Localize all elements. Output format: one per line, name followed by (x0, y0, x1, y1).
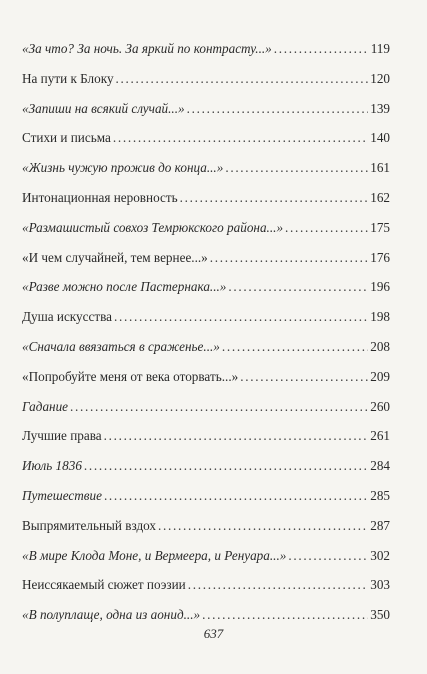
toc-dot-leader (188, 577, 369, 593)
toc-entry-title: Выпрямительный вздох (22, 517, 157, 533)
toc-entry-page-number: 284 (370, 458, 390, 474)
toc-entry-title: «И чем случайней, тем вернее...» (22, 249, 208, 265)
toc-dot-leader (222, 339, 368, 355)
toc-entry (22, 220, 390, 250)
toc-entry (22, 339, 390, 369)
toc-entry-page-number: 120 (370, 70, 390, 86)
toc-entry-title: Интонационная неровность (22, 189, 178, 205)
toc-entry (22, 548, 390, 578)
toc-entry (22, 309, 390, 339)
toc-entry-page-number: 176 (370, 249, 390, 265)
toc-dot-leader (202, 607, 368, 623)
toc-entry-page-number: 198 (370, 309, 390, 325)
toc-entry-title: «В полуплаще, одна из аонид...» (22, 607, 201, 623)
toc-entry (22, 279, 390, 309)
toc-dot-leader (210, 250, 368, 266)
toc-dot-leader (104, 428, 369, 444)
toc-entry (22, 190, 390, 220)
table-of-contents (22, 41, 390, 637)
toc-dot-leader (228, 279, 368, 295)
toc-entry-title: «В мире Клода Моне, и Вермеера, и Ренуара...» (22, 547, 287, 563)
toc-entry-page-number: 261 (370, 428, 390, 444)
toc-dot-leader (187, 101, 369, 117)
toc-dot-leader (274, 41, 369, 57)
toc-entry (22, 577, 390, 607)
toc-dot-leader (113, 130, 368, 146)
toc-entry (22, 518, 390, 548)
toc-entry (22, 428, 390, 458)
toc-entry-title: «Запиши на всякий случай...» (22, 100, 185, 116)
toc-entry-page-number: 260 (370, 398, 390, 414)
toc-dot-leader (158, 518, 368, 534)
toc-entry-title: Душа искусства (22, 309, 112, 325)
toc-entry (22, 399, 390, 429)
toc-dot-leader (180, 190, 369, 206)
toc-dot-leader (104, 488, 368, 504)
toc-entry-page-number: 140 (370, 130, 390, 146)
toc-entry-page-number: 208 (370, 338, 390, 354)
toc-entry (22, 458, 390, 488)
toc-entry (22, 41, 390, 71)
toc-entry-page-number: 285 (370, 487, 390, 503)
toc-entry (22, 250, 390, 280)
toc-entry-title: «Размашистый совхоз Темрюкского района...» (22, 219, 284, 235)
toc-entry-page-number: 303 (370, 577, 390, 593)
toc-entry (22, 71, 390, 101)
toc-entry-page-number: 209 (370, 368, 390, 384)
toc-entry-title: На пути к Блоку (22, 70, 114, 86)
toc-dot-leader (225, 160, 368, 176)
toc-entry-title: Стихи и письма (22, 130, 111, 146)
toc-entry-title: «Попробуйте меня от века оторвать...» (22, 368, 239, 384)
toc-entry-title: Лучшие права (22, 428, 102, 444)
toc-dot-leader (240, 369, 368, 385)
toc-entry-title: «За что? За ночь. За яркий по контрасту...» (22, 41, 272, 56)
toc-dot-leader (288, 548, 368, 564)
toc-entry-page-number: 119 (370, 41, 390, 56)
toc-entry-page-number: 302 (370, 547, 390, 563)
toc-entry (22, 101, 390, 131)
toc-entry (22, 130, 390, 160)
page-number: 637 (203, 626, 224, 641)
toc-entry (22, 160, 390, 190)
toc-entry-title: Гадание (22, 398, 69, 414)
toc-entry-title: Июль 1836 (22, 458, 82, 474)
toc-entry-title: Путешествие (22, 487, 102, 503)
toc-entry-title: Неиссякаемый сюжет поэзии (22, 577, 186, 593)
toc-dot-leader (114, 309, 368, 325)
toc-entry-title: «Разве можно после Пастернака...» (22, 279, 227, 295)
toc-entry-page-number: 161 (370, 160, 390, 176)
toc-dot-leader (84, 458, 368, 474)
toc-dot-leader (285, 220, 368, 236)
toc-entry-title: «Жизнь чужую прожив до конца...» (22, 160, 224, 176)
toc-entry-page-number: 196 (370, 279, 390, 295)
toc-dot-leader (70, 399, 368, 415)
toc-entry (22, 369, 390, 399)
toc-entry-page-number: 162 (370, 189, 390, 205)
toc-entry (22, 488, 390, 518)
toc-dot-leader (116, 71, 369, 87)
toc-entry-page-number: 350 (370, 607, 390, 623)
toc-entry-page-number: 175 (370, 219, 390, 235)
toc-entry-title: «Сначала ввязаться в сраженье...» (22, 338, 220, 354)
toc-entry-page-number: 139 (370, 100, 390, 116)
toc-entry-page-number: 287 (370, 517, 390, 533)
